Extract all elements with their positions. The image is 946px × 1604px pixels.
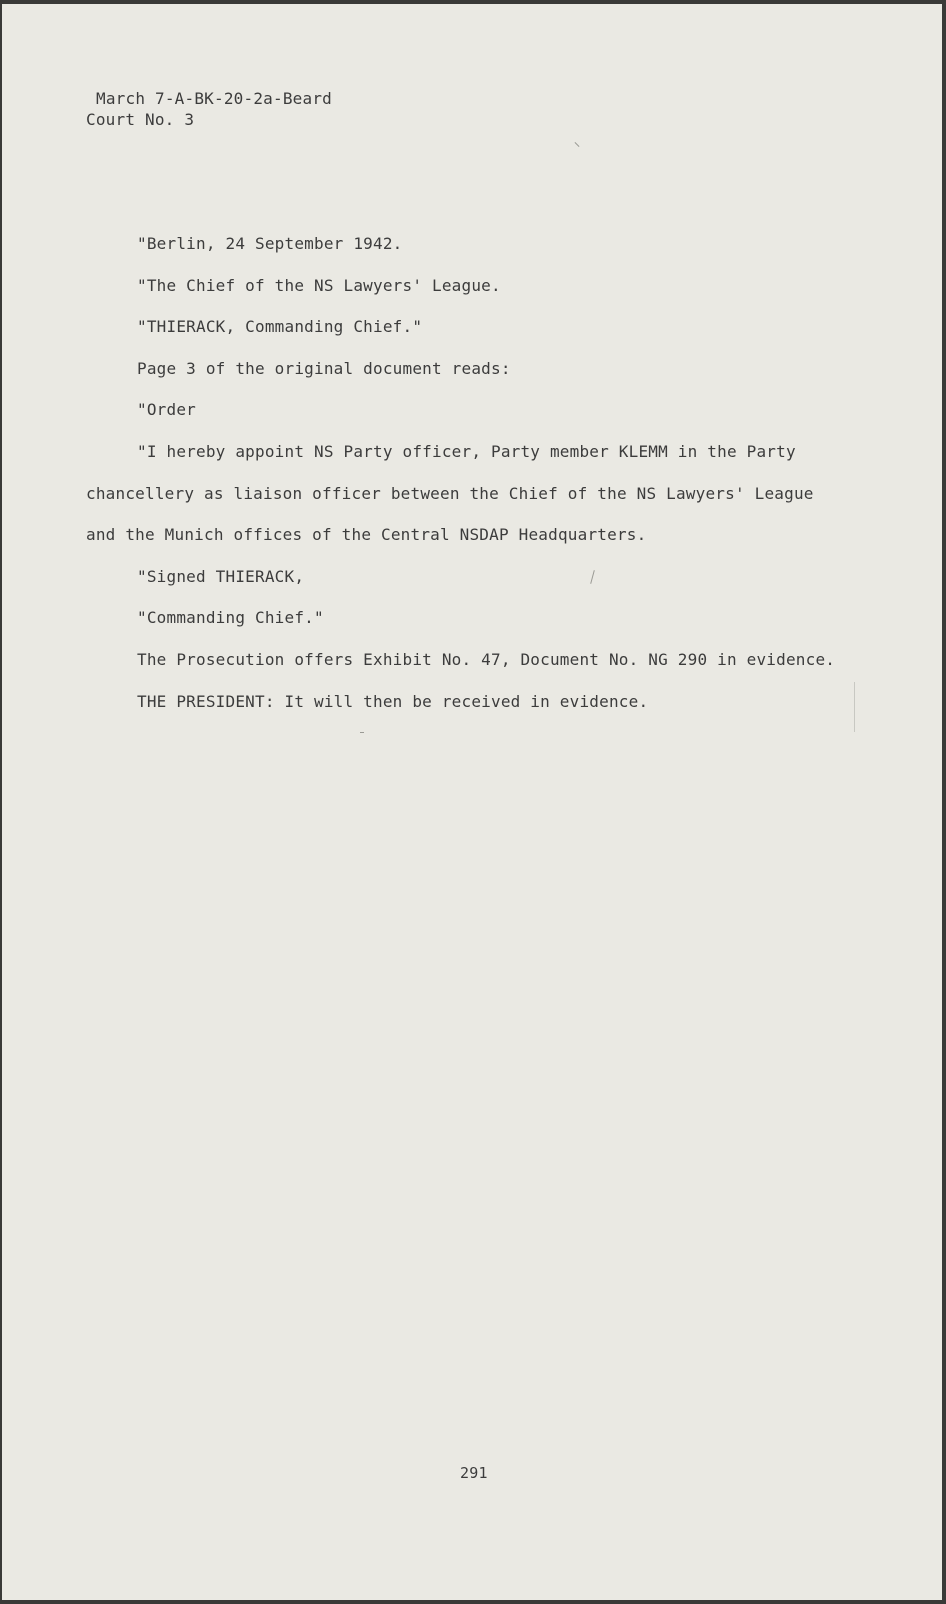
- page-number: 291: [460, 1464, 488, 1482]
- header-court-number: Court No. 3: [86, 110, 195, 129]
- header-reference: March 7-A-BK-20-2a-Beard: [96, 89, 332, 108]
- document-page: [2, 4, 942, 1600]
- paper-mark: [360, 732, 364, 733]
- body-line-exhibit: The Prosecution offers Exhibit No. 47, Document No. NG 290 in evidence.: [137, 650, 836, 669]
- paper-mark: [590, 570, 595, 584]
- document-header: [86, 88, 332, 130]
- body-line-page-reads: Page 3 of the original document reads:: [137, 359, 511, 378]
- body-line-chancellery: chancellery as liaison officer between the Chief of the NS Lawyers' League: [86, 484, 814, 503]
- body-line-munich: and the Munich offices of the Central NSDAP Headquarters.: [86, 525, 647, 544]
- body-line-appointment: "I hereby appoint NS Party officer, Party member KLEMM in the Party: [137, 442, 796, 461]
- paper-mark: [854, 682, 855, 732]
- body-line-signed: "Signed THIERACK,: [137, 567, 305, 586]
- body-line-commanding: "Commanding Chief.": [137, 608, 324, 627]
- body-line-president: THE PRESIDENT: It will then be received in evidence.: [137, 692, 649, 711]
- body-line-thierack: "THIERACK, Commanding Chief.": [137, 317, 423, 336]
- body-line-date: "Berlin, 24 September 1942.: [137, 234, 403, 253]
- paper-mark: [575, 142, 580, 147]
- body-line-chief-title: "The Chief of the NS Lawyers' League.: [137, 276, 501, 295]
- body-line-order: "Order: [137, 400, 196, 419]
